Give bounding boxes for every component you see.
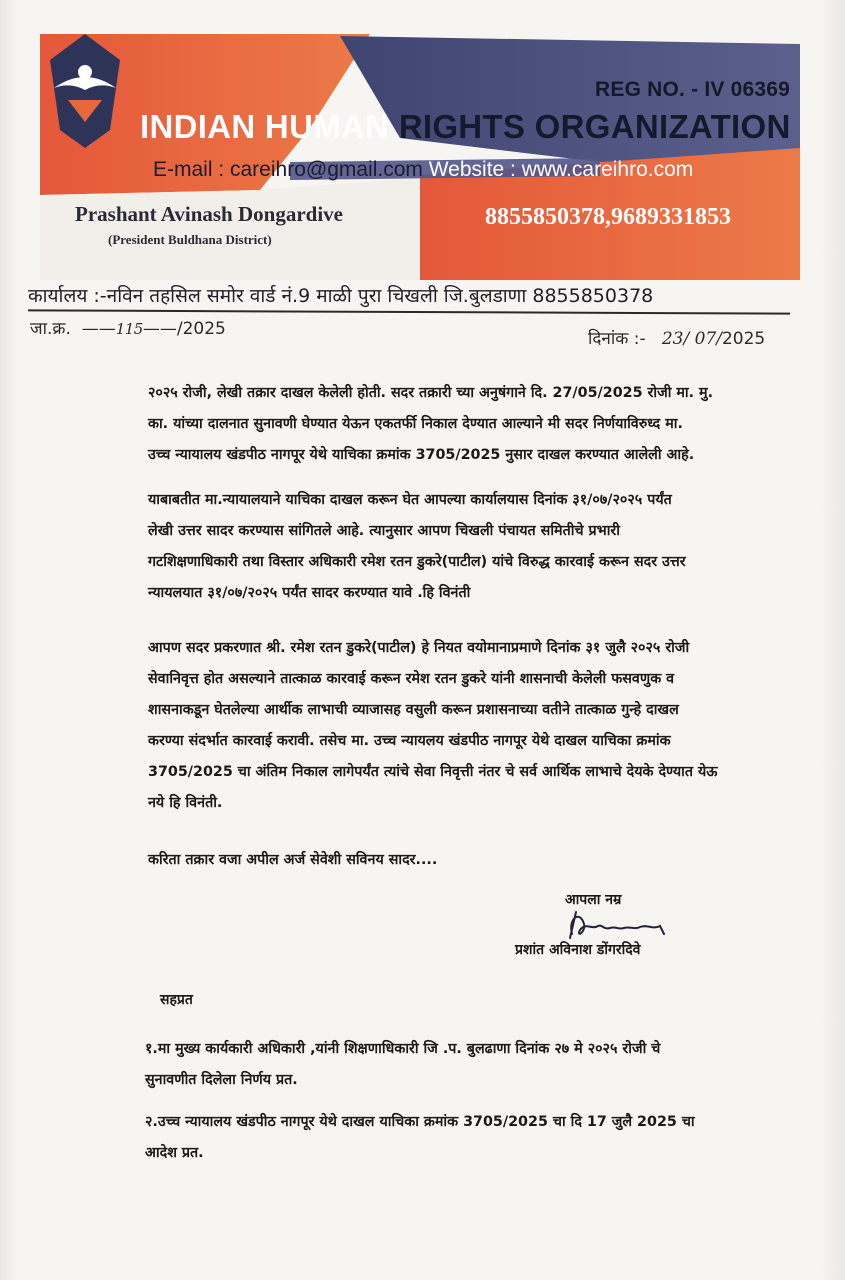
paragraph-line: नये हि विनंती. (148, 795, 223, 811)
website-address: Website : www.careihro.com (428, 158, 694, 181)
president-title: (President Buldhana District) (108, 232, 272, 247)
reference-number: जा.क्र. ——115——/2025 (30, 319, 226, 339)
paragraph-line: करण्या संदर्भात कारवाई करावी. तसेच मा. उच्च न्यायलय खंडपीठ नागपूर येथे दाखल याचिका क्रमांक (148, 733, 671, 749)
registration-number: REG NO. - IV 06369 (595, 78, 791, 101)
paragraph-line: शासनाकडून घेतलेल्या आर्थीक लाभाची व्याजासह वसुली करून प्रशासनाच्या वतीने तात्काळ गुन्हे दाखल (148, 702, 679, 718)
date-year: 2025 (721, 329, 766, 349)
reference-label: जा.क्र. (30, 319, 71, 339)
paragraph-line: सेवानिवृत्त होत असल्याने तात्काळ कारवाई करून रमेश रतन डुकरे यांनी शासनाची केलेली फसवणुक व (148, 671, 675, 687)
paragraph-line: गटशिक्षणाधिकारी तथा विस्तार अधिकारी रमेश रतन डुकरे(पाटील) यांचे विरुद्ध कारवाई करून सदर उत्तर (148, 554, 686, 570)
paragraph-2 (148, 485, 686, 609)
copy-line: २.उच्च न्यायालय खंडपीठ नागपूर येथे दाखल याचिका क्रमांक 3705/2025 चा दि 17 जुलै 2025 चा (145, 1114, 695, 1130)
letter-date (588, 326, 765, 349)
paragraph-line: आपण सदर प्रकरणात श्री. रमेश रतन डुकरे(पाटील) हे नियत वयोमानाप्रमाणे दिनांक ३१ जुलै २०२५ रोजी (148, 640, 690, 656)
address-divider (28, 309, 790, 314)
signer-name: प्रशांत अविनाश डोंगरदिवे (515, 942, 641, 958)
paragraph-line: याबाबतीत मा.न्यायालयाने याचिका दाखल करून घेत आपल्या कार्यालयास दिनांक ३१/०७/२०२५ पर्यंत (148, 492, 672, 508)
reference-handwritten-number: 115 (115, 320, 143, 338)
copy-line: सुनावणीत दिलेला निर्णय प्रत. (145, 1072, 298, 1088)
date-label: दिनांक :- (588, 329, 646, 349)
letterhead-banner (40, 30, 800, 280)
copy-item-1 (145, 1034, 660, 1096)
contact-line (153, 158, 693, 182)
president-name: Prashant Avinash Dongardive (75, 202, 343, 226)
organization-name: INDIAN HUMAN RIGHTS ORGANIZATION (140, 108, 791, 145)
copy-item-2 (145, 1107, 695, 1169)
date-handwritten: 23/ 07/ (661, 329, 722, 349)
copy-line: १.मा मुख्य कार्यकारी अधिकारी ,यांनी शिक्षणाधिकारी जि .प. बुलढाणा दिनांक २७ मे २०२५ रोजी चे (145, 1041, 661, 1057)
paragraph-line: न्यायलयात ३१/०७/२०२५ पर्यंत सादर करण्यात यावे .हि विनंती (148, 585, 471, 601)
paragraph-1 (148, 378, 713, 471)
closing-salutation: आपला नम्र (565, 892, 622, 908)
paragraph-line: 3705/2025 चा अंतिम निकाल लागेपर्यंत त्यांचे सेवा निवृत्ती नंतर चे सर्व आर्थिक लाभाचे देयके देण्यात येऊ (148, 764, 718, 780)
reference-year: /2025 (176, 319, 226, 339)
paragraph-line: २०२५ रोजी, लेखी तक्रार दाखल केलेली होती. सदर तक्रारी च्या अनुषंगाने दि. 27/05/2025 रोजी मा. मु. (148, 385, 714, 401)
paragraph-3 (148, 633, 717, 819)
email-address: E-mail : careihro@gmail.com (153, 158, 423, 181)
paragraph-line: करिता तक्रार वजा अपील अर्ज सेवेशी सविनय सादर.... (148, 852, 438, 868)
paragraph-line: लेखी उत्तर सादर करण्यास सांगितले आहे. त्यानुसार आपण चिखली पंचायत समितीचे प्रभारी (148, 523, 620, 539)
paragraph-line: उच्च न्यायालय खंडपीठ नागपूर येथे याचिका क्रमांक 3705/2025 नुसार दाखल करण्यात आलेली आहे. (148, 447, 695, 463)
paragraph-line: का. यांच्या दालनात सुनावणी घेण्यात येऊन एकतर्फी निकाल देण्यात आल्याने मी सदर निर्णयाविरुध्द मा. (148, 416, 683, 432)
organization-logo-icon (40, 30, 130, 150)
office-address: कार्यालय :-नविन तहसिल समोर वार्ड नं.9 माळी पुरा चिखली जि.बुलडाणा 8855850378 (28, 285, 654, 307)
paragraph-4 (148, 845, 437, 876)
copy-line: आदेश प्रत. (145, 1145, 204, 1161)
phone-numbers: 8855850378,9689331853 (485, 204, 731, 230)
copies-heading: सहप्रत (160, 992, 193, 1008)
